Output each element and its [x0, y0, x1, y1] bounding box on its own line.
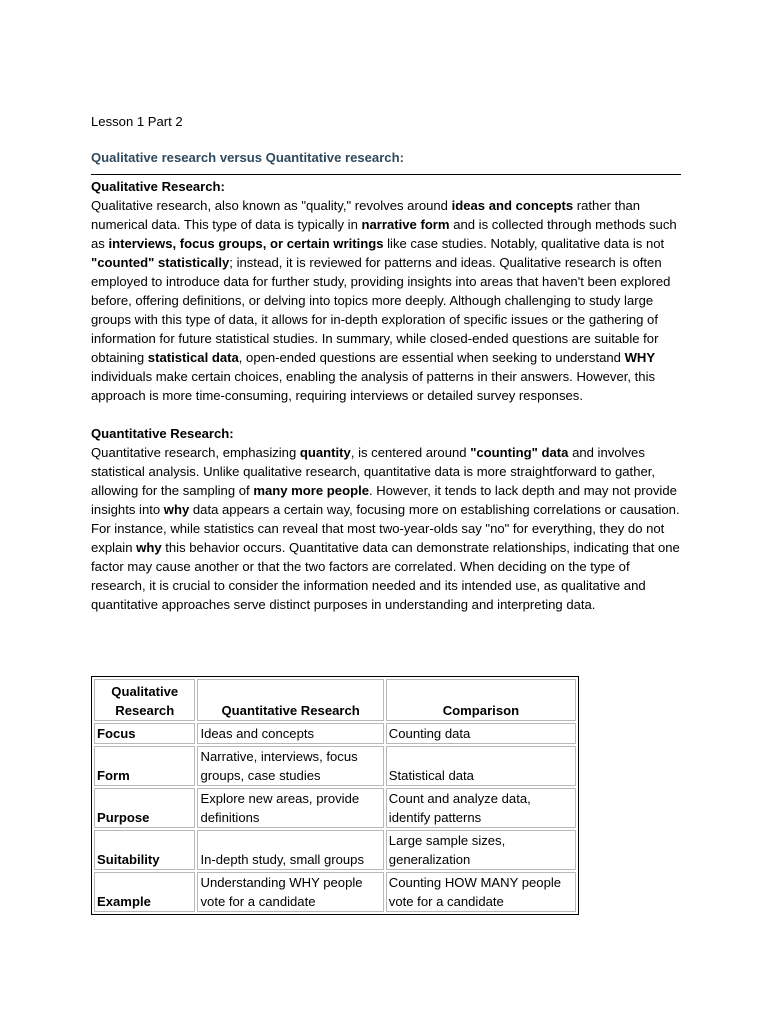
cell: Large sample sizes, generalization: [386, 830, 576, 870]
qual-text-7: individuals make certain choices, enabling the analysis of patterns in their answers. However, this approach is more time-consuming, requiring interviews or detailed survey responses.: [91, 369, 656, 403]
qual-bold-3: interviews, focus groups, or certain writings: [108, 236, 384, 251]
row-label: Suitability: [94, 830, 195, 870]
cell: In-depth study, small groups: [197, 830, 383, 870]
cell: Counting data: [386, 723, 576, 744]
comparison-table: [91, 676, 579, 915]
qualitative-heading: Qualitative Research:: [91, 179, 225, 194]
row-label: Form: [94, 746, 195, 786]
document-page: [91, 112, 681, 614]
qual-text-3: and is collected through methods such as: [91, 217, 677, 251]
row-label: Example: [94, 872, 195, 912]
qual-text-4: like case studies. Notably, qualitative data is not: [383, 236, 665, 251]
qual-text-2: rather than numerical data. This type of data is typically in: [91, 198, 641, 232]
quant-text-5: data appears a certain way, focusing more on establishing correlations or causation. For instance, while statistics can reveal that most two-year-olds say "no" for everything, they do not explain: [91, 502, 680, 555]
quant-bold-2: "counting" data: [470, 445, 569, 460]
table-row: [94, 830, 576, 870]
cell: Ideas and concepts: [197, 723, 383, 744]
quant-bold-1: quantity: [299, 445, 351, 460]
section-subtitle: Qualitative research versus Quantitative research:: [91, 148, 681, 175]
quant-bold-5: why: [136, 540, 162, 555]
row-label: Purpose: [94, 788, 195, 828]
table-row: [94, 746, 576, 786]
header-quantitative: Quantitative Research: [197, 679, 383, 721]
row-label: Focus: [94, 723, 195, 744]
lesson-title: Lesson 1 Part 2: [91, 114, 183, 129]
quant-text-2: , is centered around: [350, 445, 471, 460]
cell: Narrative, interviews, focus groups, case studies: [197, 746, 383, 786]
cell: Explore new areas, provide definitions: [197, 788, 383, 828]
header-comparison: Comparison: [386, 679, 576, 721]
cell: Understanding WHY people vote for a candidate: [197, 872, 383, 912]
cell: Statistical data: [386, 746, 576, 786]
qual-bold-5: statistical data: [147, 350, 239, 365]
qual-bold-1: ideas and concepts: [451, 198, 574, 213]
qualitative-paragraph: [91, 196, 681, 405]
qual-bold-4: "counted" statistically: [91, 255, 230, 270]
quant-text-3: and involves statistical analysis. Unlike qualitative research, quantitative data is more straightforward to gather, allowing for the sampling of: [91, 445, 656, 498]
qual-bold-2: narrative form: [361, 217, 450, 232]
quantitative-heading: Quantitative Research:: [91, 426, 234, 441]
qual-text-5: ; instead, it is reviewed for patterns and ideas. Qualitative research is often employed to introduce data for further study, providing insights into areas that haven't been explored before, offering definitions, or delving into topics more deeply. Although challenging to study large groups with this type of data, it allows for in-depth exploration of specific issues or the gathering of information for future statistical studies. In summary, while closed-ended questions are suitable for obtaining: [91, 255, 671, 365]
qual-text-1: Qualitative research, also known as "quality," revolves around: [91, 198, 452, 213]
table-header-row: [94, 679, 576, 721]
quant-bold-3: many more people: [253, 483, 370, 498]
cell: Count and analyze data, identify patterns: [386, 788, 576, 828]
qual-bold-6: WHY: [624, 350, 656, 365]
qual-text-6: , open-ended questions are essential when seeking to understand: [238, 350, 625, 365]
quant-text-4: . However, it tends to lack depth and may not provide insights into: [91, 483, 677, 517]
quant-text-6: this behavior occurs. Quantitative data can demonstrate relationships, indicating that one factor may cause another or that the two factors are correlated. When deciding on the type of research, it is crucial to consider the information needed and its intended use, as qualitative and quantitative approaches serve distinct purposes in understanding and interpreting data.: [91, 540, 680, 612]
table-row: [94, 788, 576, 828]
table-row: [94, 872, 576, 912]
cell: Counting HOW MANY people vote for a candidate: [386, 872, 576, 912]
table-row: [94, 723, 576, 744]
quantitative-paragraph: [91, 443, 681, 614]
quant-text-1: Quantitative research, emphasizing: [91, 445, 300, 460]
header-qualitative: Qualitative Research: [94, 679, 195, 721]
quant-bold-4: why: [163, 502, 190, 517]
